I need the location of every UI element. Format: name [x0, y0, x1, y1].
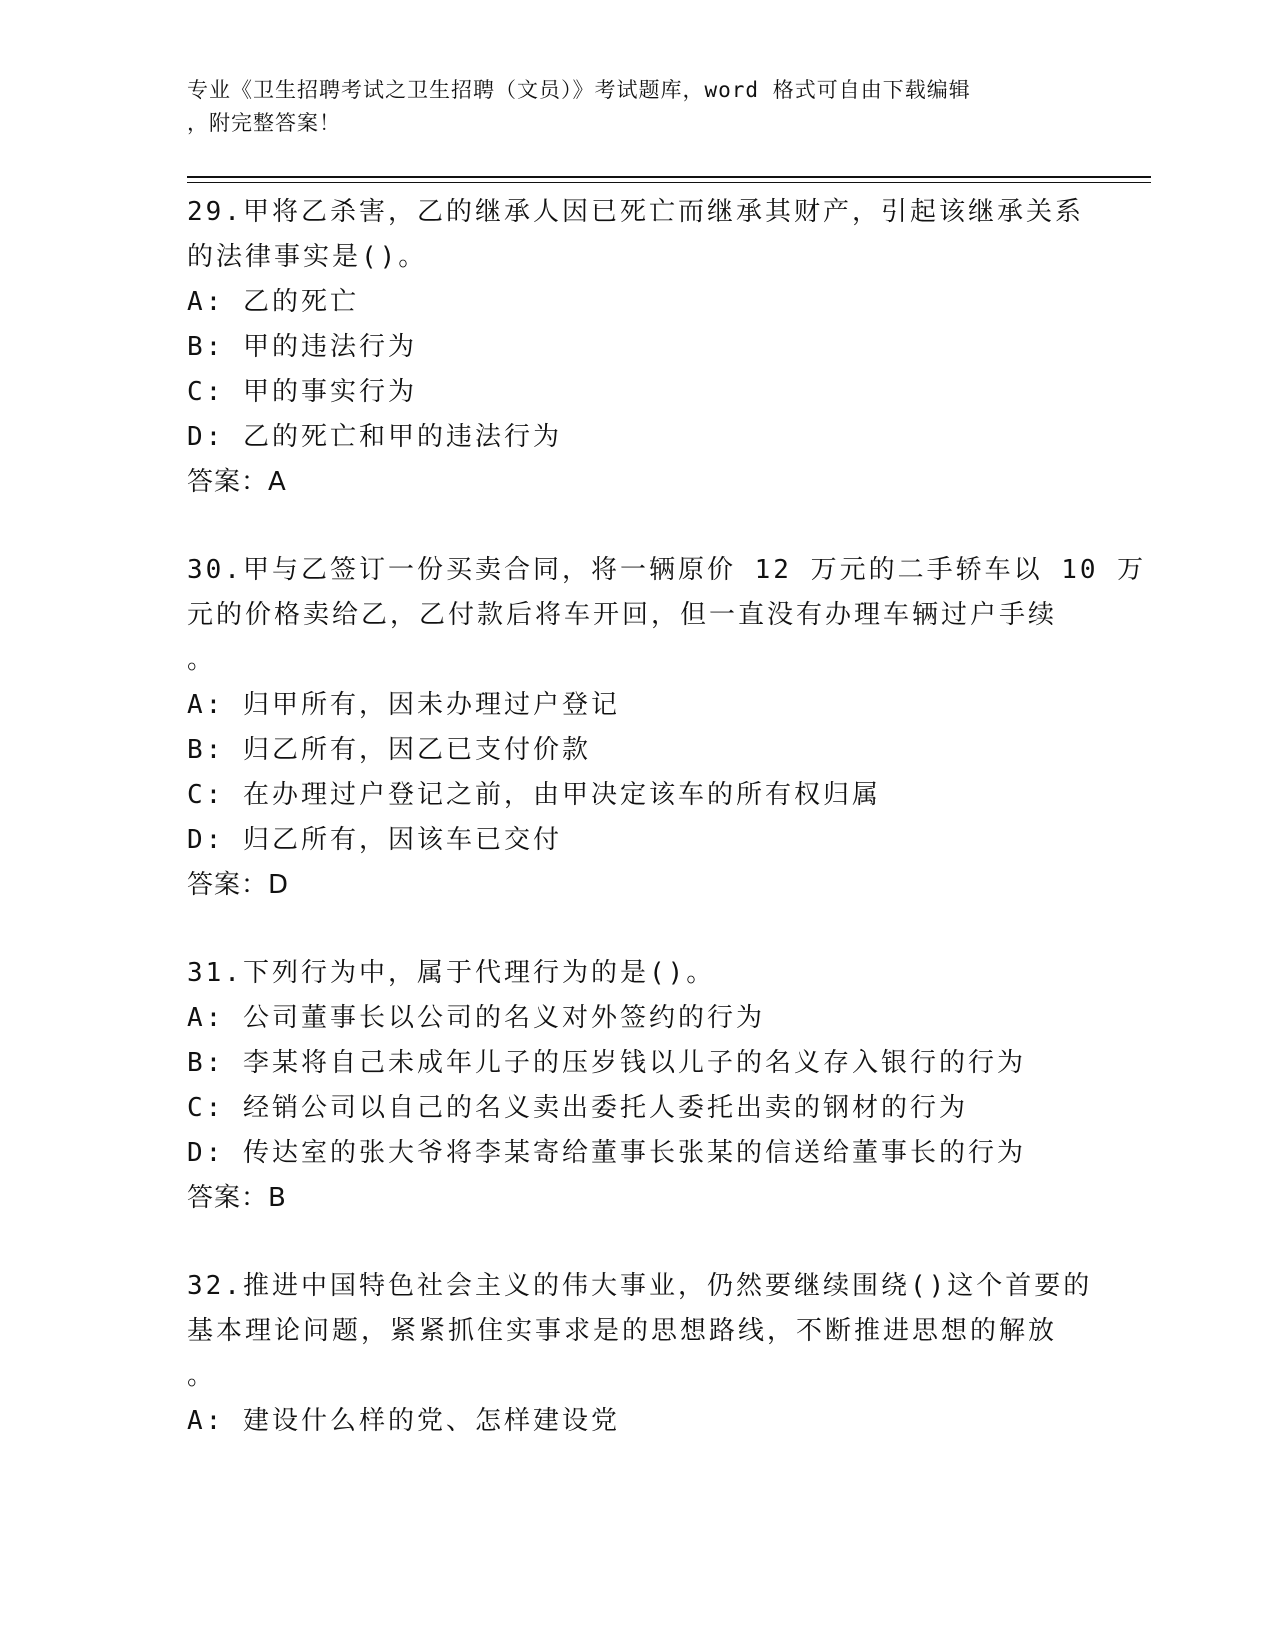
option-d: D: 归乙所有，因该车已交付 [187, 825, 562, 855]
header-line-1: 专业《卫生招聘考试之卫生招聘（文员）》考试题库，word 格式可自由下载编辑 [187, 78, 971, 102]
spacer [187, 505, 1087, 548]
option-b: B: 归乙所有，因乙已支付价款 [187, 735, 591, 765]
question-text: 30.甲与乙签订一份买卖合同，将一辆原价 12 万元的二手轿车以 10 万 [187, 555, 1147, 585]
question-text: 元的价格卖给乙，乙付款后将车开回，但一直没有办理车辆过户手续 [187, 600, 1058, 630]
answer: 答案：A [187, 467, 287, 497]
option-d: D: 传达室的张大爷将李某寄给董事长张某的信送给董事长的行为 [187, 1138, 1026, 1168]
question-text: 。 [187, 645, 217, 675]
option-a: A: 归甲所有，因未办理过户登记 [187, 690, 620, 720]
question-30 [187, 548, 1147, 908]
document-header [187, 74, 1067, 140]
option-c: C: 经销公司以自己的名义卖出委托人委托出卖的钢材的行为 [187, 1093, 968, 1123]
question-text: 。 [187, 1361, 217, 1391]
option-a: A: 乙的死亡 [187, 287, 359, 317]
option-a: A: 公司董事长以公司的名义对外签约的行为 [187, 1003, 765, 1033]
header-line-2: ，附完整答案！ [187, 111, 341, 135]
header-divider-thin [187, 182, 1151, 183]
spacer [187, 908, 1087, 951]
question-text: 32.推进中国特色社会主义的伟大事业，仍然要继续围绕()这个首要的 [187, 1271, 1093, 1301]
question-text: 29.甲将乙杀害，乙的继承人因已死亡而继承其财产，引起该继承关系 [187, 197, 1084, 227]
header-divider-thick [187, 176, 1151, 178]
option-a: A: 建设什么样的党、怎样建设党 [187, 1406, 620, 1436]
option-c: C: 在办理过户登记之前，由甲决定该车的所有权归属 [187, 780, 881, 810]
option-d: D: 乙的死亡和甲的违法行为 [187, 422, 562, 452]
option-c: C: 甲的事实行为 [187, 377, 417, 407]
option-b: B: 李某将自己未成年儿子的压岁钱以儿子的名义存入银行的行为 [187, 1048, 1026, 1078]
question-list [187, 190, 1147, 1444]
question-text: 基本理论问题，紧紧抓住实事求是的思想路线，不断推进思想的解放 [187, 1316, 1058, 1346]
spacer [187, 1221, 1087, 1264]
question-text: 31.下列行为中，属于代理行为的是()。 [187, 958, 716, 988]
question-32 [187, 1264, 1093, 1444]
question-text: 的法律事实是()。 [187, 242, 428, 272]
answer: 答案：B [187, 1183, 287, 1213]
question-29 [187, 190, 1087, 505]
option-b: B: 甲的违法行为 [187, 332, 417, 362]
answer: 答案：D [187, 870, 290, 900]
question-31 [187, 951, 1087, 1221]
